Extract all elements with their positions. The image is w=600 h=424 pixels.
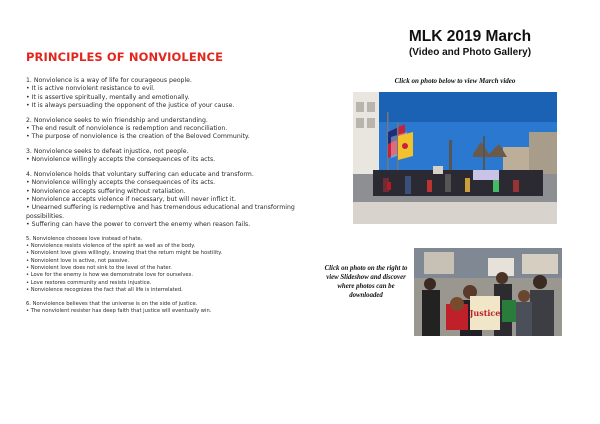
- principle-bullet: • Nonviolent love is active, not passive.: [26, 257, 130, 264]
- principle-heading: 6. Nonviolence believes that the universe is on the side of justice.: [26, 300, 198, 307]
- sidewalk: [353, 202, 557, 224]
- march-video-thumbnail[interactable]: [353, 92, 557, 224]
- principle-heading: 4. Nonviolence holds that voluntary suffering can educate and transform.: [26, 171, 254, 179]
- principle-bullet: • The purpose of nonviolence is the creation of the Beloved Community.: [26, 133, 250, 141]
- principle-4: [26, 171, 326, 229]
- principle-bullet: • Nonviolence recognizes the fact that all life is interrelated.: [26, 286, 183, 293]
- principle-bullet: • Nonviolence resists violence of the spirit as well as of the body.: [26, 243, 196, 250]
- principle-bullet: • Nonviolence accepts violence if necessary, but will never inflict it.: [26, 196, 236, 204]
- principle-bullet: • Nonviolence accepts suffering without retaliation.: [26, 187, 186, 195]
- principle-2: [26, 117, 326, 142]
- principle-5: [26, 236, 326, 294]
- slideshow-thumbnail[interactable]: [414, 248, 562, 336]
- gallery-caption: Click on photo on the right to view Slideshow and discover where photos can be downloaded: [324, 265, 408, 299]
- marchers: [373, 166, 543, 196]
- slideshow-photo[interactable]: [414, 248, 562, 336]
- sign-text: Justice: [469, 308, 501, 318]
- principle-bullet: • The end result of nonviolence is redemption and reconciliation.: [26, 124, 228, 132]
- principles-column: [26, 50, 326, 322]
- principle-bullet: • Nonviolence willingly accepts the consequences of its acts.: [26, 156, 216, 164]
- march-header: [380, 28, 560, 58]
- principle-bullet: • The nonviolent resister has deep faith that justice will eventually win.: [26, 307, 212, 314]
- sky-top: [353, 92, 557, 122]
- principle-3: [26, 148, 326, 165]
- video-caption: Click on photo below to view March video: [394, 77, 516, 85]
- stop-sign: [387, 182, 391, 190]
- principle-heading: 3. Nonviolence seeks to defeat injustice, not people.: [26, 148, 189, 156]
- principle-heading: 2. Nonviolence seeks to win friendship and understanding.: [26, 116, 208, 124]
- principle-6: [26, 301, 326, 316]
- principle-bullet: • It is assertive spiritually, mentally and emotionally.: [26, 93, 190, 101]
- principle-bullet: • Nonviolence willingly accepts the consequences of its acts.: [26, 179, 216, 187]
- principle-bullet: • Love restores community and resists injustice.: [26, 279, 152, 286]
- sign-secondary: [502, 300, 516, 322]
- principle-heading: 1. Nonviolence is a way of life for courageous people.: [26, 77, 192, 84]
- principle-bullet: • Unearned suffering is redemptive and has tremendous educational and transforming possibilities.: [26, 204, 295, 220]
- principle-bullet: • Nonviolent love gives willingly, knowing that the return might be hostility.: [26, 250, 223, 257]
- principle-bullet: • It is always persuading the opponent of the justice of your cause.: [26, 101, 235, 109]
- page-title: MLK 2019 March: [408, 28, 532, 45]
- principles-title: PRINCIPLES OF NONVIOLENCE: [26, 50, 224, 64]
- principles-list: [26, 77, 326, 315]
- principle-1: [26, 77, 326, 110]
- principle-bullet: • Love for the enemy is how we demonstrate love for ourselves.: [26, 272, 193, 279]
- march-video-photo[interactable]: [353, 92, 557, 224]
- principle-heading: 5. Nonviolence chooses love instead of hate.: [26, 235, 143, 242]
- principle-bullet: • It is active nonviolent resistance to evil.: [26, 85, 155, 93]
- principle-bullet: • Suffering can have the power to convert the enemy when reason fails.: [26, 220, 251, 228]
- principle-bullet: • Nonviolent love does not sink to the level of the hater.: [26, 264, 172, 271]
- page-subtitle: (Video and Photo Gallery): [408, 47, 532, 58]
